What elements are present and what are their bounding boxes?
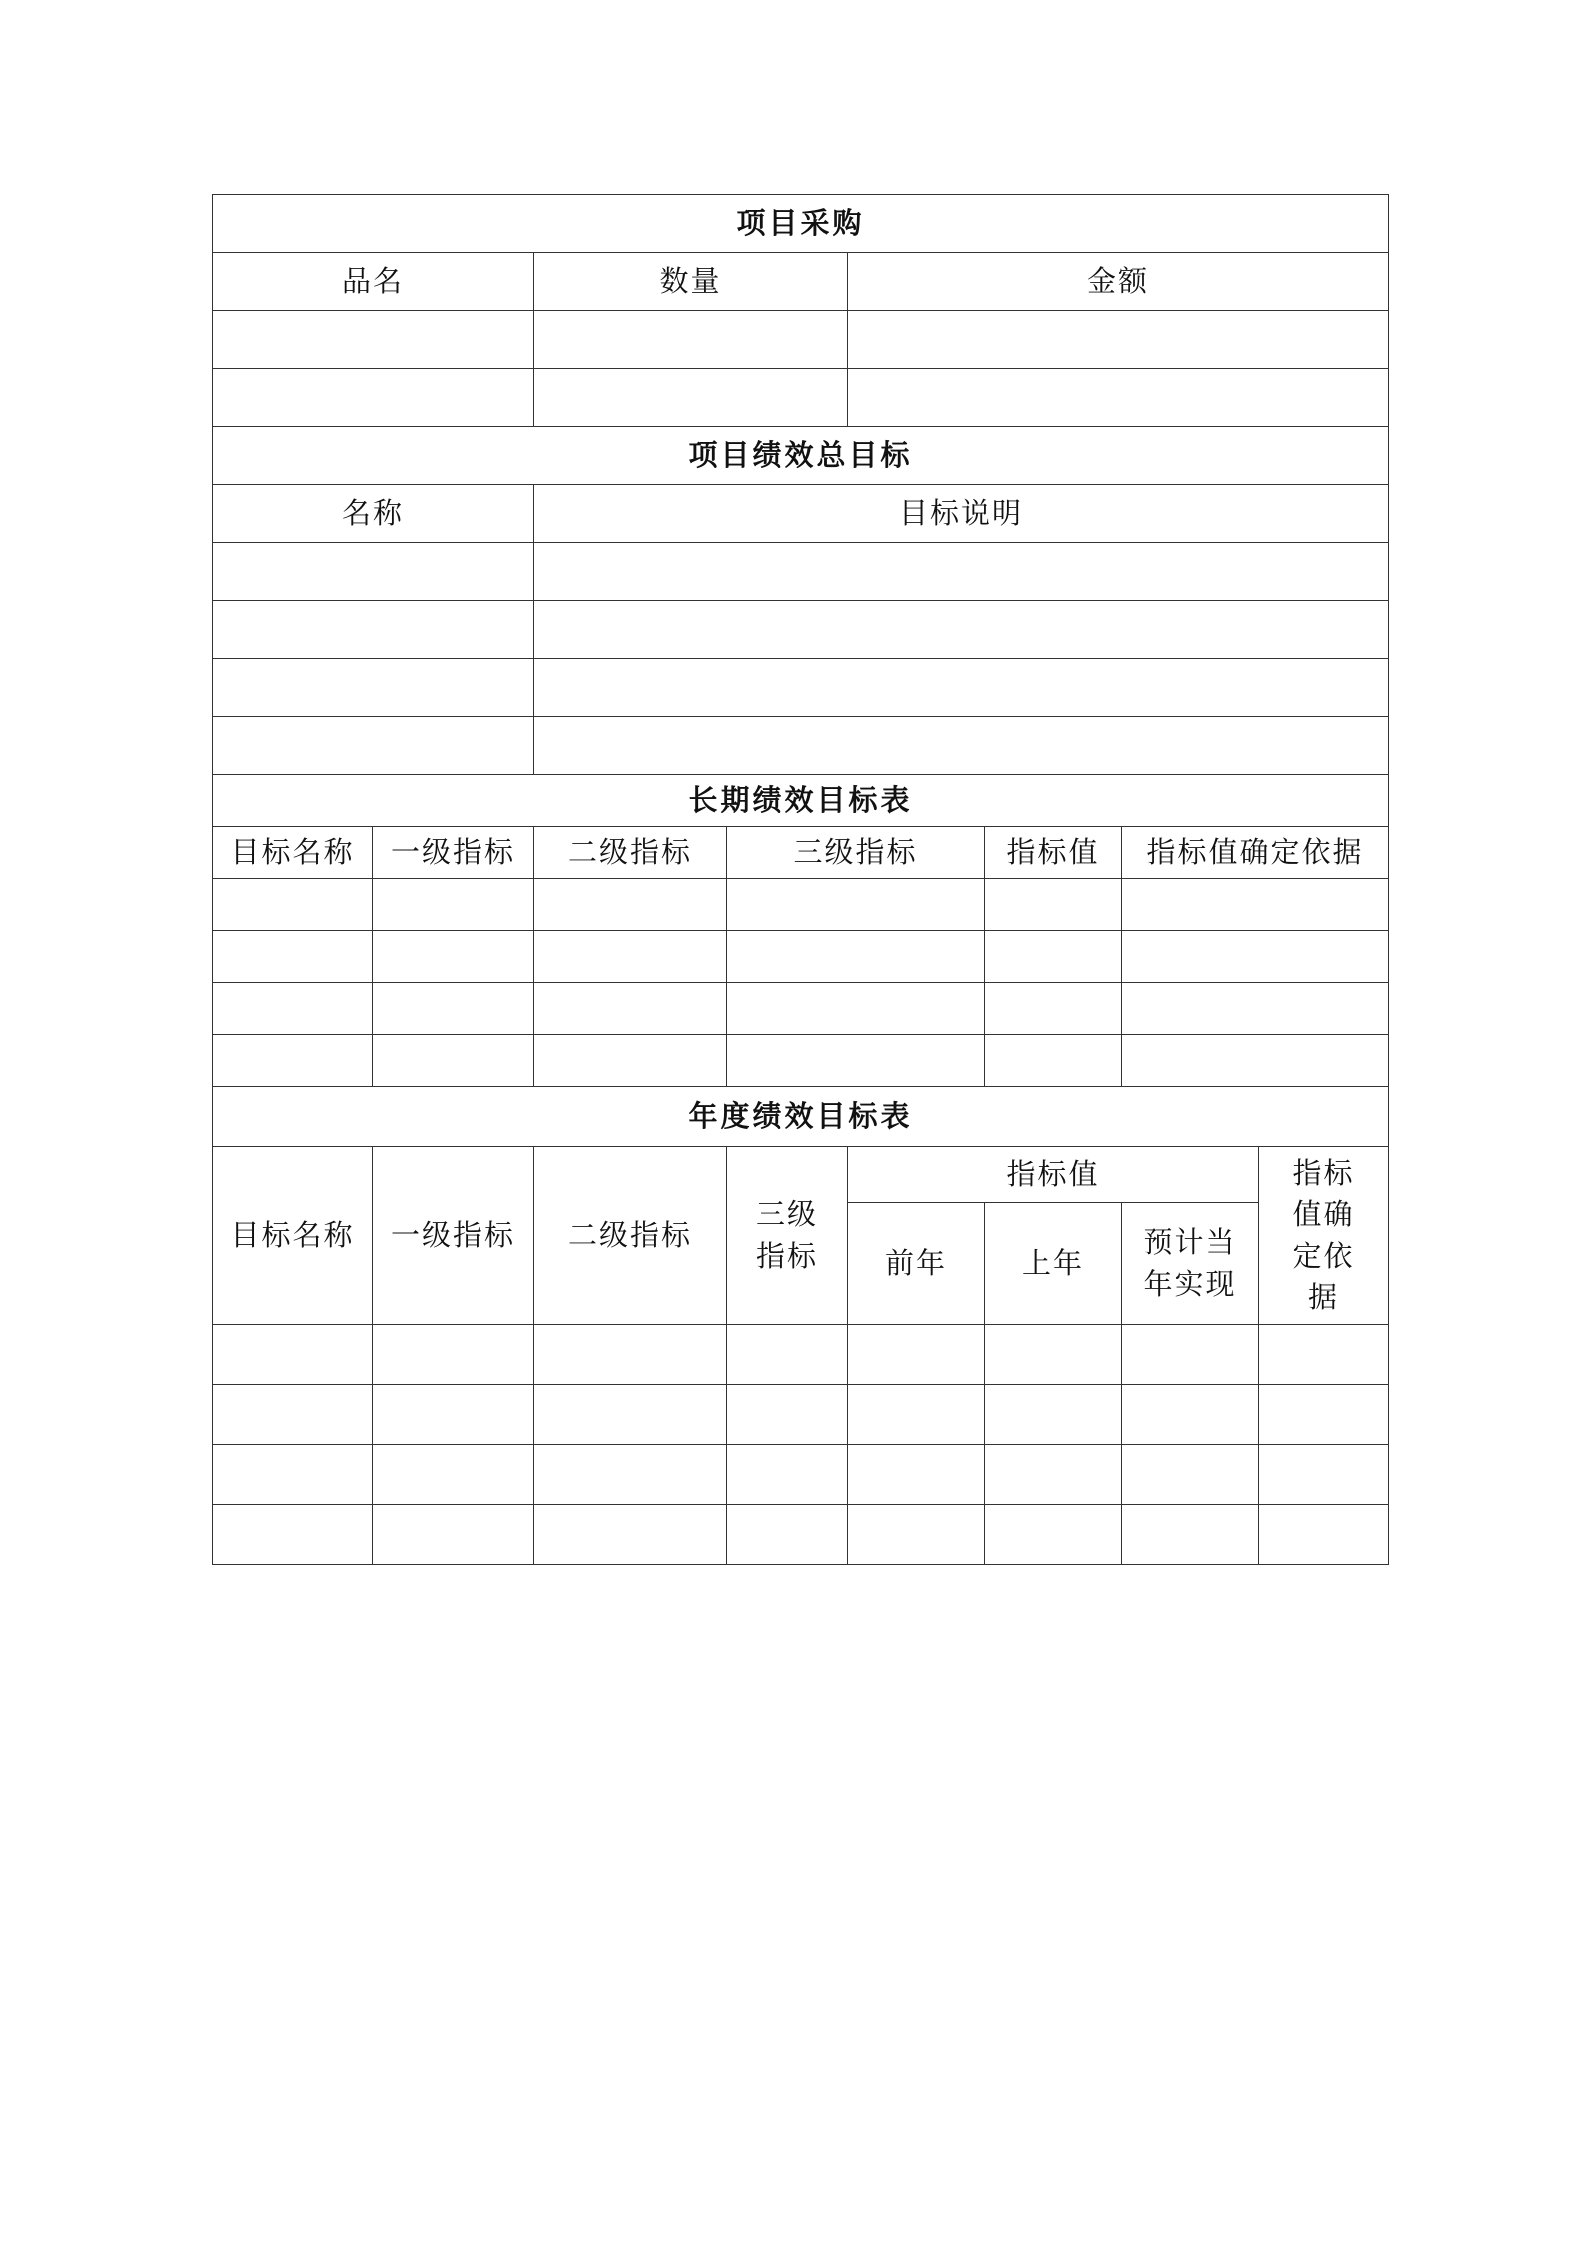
cell-level3-indicator[interactable]	[727, 1505, 848, 1565]
header-target-name: 目标名称	[213, 827, 373, 879]
cell-level2-indicator[interactable]	[534, 1505, 727, 1565]
header-last-year: 上年	[985, 1203, 1122, 1325]
header-indicator-basis: 指标值确定依据	[1122, 827, 1389, 879]
header-expected-current-text: 预计当年实现	[1143, 1225, 1237, 1301]
cell-level1-indicator[interactable]	[373, 1325, 534, 1385]
header-level1-indicator: 一级指标	[373, 1147, 534, 1325]
annual-row	[213, 1505, 1389, 1565]
cell-last-year[interactable]	[985, 1505, 1122, 1565]
cell-level2-indicator[interactable]	[534, 879, 727, 931]
cell-indicator-basis[interactable]	[1122, 1035, 1389, 1087]
cell-expected-current[interactable]	[1122, 1445, 1259, 1505]
overall-goal-row	[213, 601, 1389, 659]
procurement-row	[213, 369, 1389, 427]
cell-prev-year[interactable]	[848, 1505, 985, 1565]
cell-level3-indicator[interactable]	[727, 1385, 848, 1445]
annual-row	[213, 1445, 1389, 1505]
annual-title: 年度绩效目标表	[213, 1087, 1389, 1147]
cell-target-name[interactable]	[213, 1505, 373, 1565]
long-term-row	[213, 1035, 1389, 1087]
annual-row	[213, 1325, 1389, 1385]
long-term-title-row	[213, 775, 1389, 827]
long-term-row	[213, 879, 1389, 931]
cell-prev-year[interactable]	[848, 1385, 985, 1445]
cell-indicator-basis[interactable]	[1259, 1385, 1389, 1445]
cell-level1-indicator[interactable]	[373, 1505, 534, 1565]
cell-level2-indicator[interactable]	[534, 1445, 727, 1505]
header-level1-indicator: 一级指标	[373, 827, 534, 879]
cell-level2-indicator[interactable]	[534, 983, 727, 1035]
cell-level3-indicator[interactable]	[727, 931, 985, 983]
cell-item-name[interactable]	[213, 369, 534, 427]
cell-level3-indicator[interactable]	[727, 1035, 985, 1087]
cell-quantity[interactable]	[534, 311, 848, 369]
cell-amount[interactable]	[848, 369, 1389, 427]
cell-indicator-basis[interactable]	[1259, 1445, 1389, 1505]
annual-header-row-1	[213, 1147, 1389, 1203]
cell-goal-description[interactable]	[534, 659, 1389, 717]
cell-indicator-basis[interactable]	[1122, 879, 1389, 931]
cell-level2-indicator[interactable]	[534, 1385, 727, 1445]
header-indicator-value: 指标值	[848, 1147, 1259, 1203]
cell-target-name[interactable]	[213, 931, 373, 983]
cell-target-name[interactable]	[213, 879, 373, 931]
long-term-title: 长期绩效目标表	[213, 775, 1389, 827]
cell-target-name[interactable]	[213, 1385, 373, 1445]
cell-level3-indicator[interactable]	[727, 879, 985, 931]
header-goal-description: 目标说明	[534, 485, 1389, 543]
cell-prev-year[interactable]	[848, 1445, 985, 1505]
cell-name[interactable]	[213, 543, 534, 601]
procurement-row	[213, 311, 1389, 369]
cell-expected-current[interactable]	[1122, 1325, 1259, 1385]
cell-level1-indicator[interactable]	[373, 1385, 534, 1445]
overall-goal-header-row	[213, 485, 1389, 543]
header-level2-indicator: 二级指标	[534, 827, 727, 879]
cell-quantity[interactable]	[534, 369, 848, 427]
cell-indicator-value[interactable]	[985, 983, 1122, 1035]
cell-level3-indicator[interactable]	[727, 1445, 848, 1505]
header-level3-text: 三级指标	[756, 1197, 819, 1273]
cell-level2-indicator[interactable]	[534, 931, 727, 983]
header-target-name: 目标名称	[213, 1147, 373, 1325]
cell-goal-description[interactable]	[534, 601, 1389, 659]
cell-target-name[interactable]	[213, 1445, 373, 1505]
header-expected-current	[1122, 1203, 1259, 1325]
cell-level2-indicator[interactable]	[534, 1035, 727, 1087]
cell-level3-indicator[interactable]	[727, 1325, 848, 1385]
cell-target-name[interactable]	[213, 1325, 373, 1385]
cell-indicator-basis[interactable]	[1259, 1505, 1389, 1565]
annual-title-row	[213, 1087, 1389, 1147]
header-indicator-basis	[1259, 1147, 1389, 1325]
header-name: 名称	[213, 485, 534, 543]
cell-target-name[interactable]	[213, 1035, 373, 1087]
long-term-header-row	[213, 827, 1389, 879]
cell-expected-current[interactable]	[1122, 1505, 1259, 1565]
cell-last-year[interactable]	[985, 1445, 1122, 1505]
header-level3-indicator: 三级指标	[727, 827, 985, 879]
cell-target-name[interactable]	[213, 983, 373, 1035]
cell-goal-description[interactable]	[534, 543, 1389, 601]
cell-level2-indicator[interactable]	[534, 1325, 727, 1385]
cell-indicator-value[interactable]	[985, 931, 1122, 983]
cell-indicator-basis[interactable]	[1259, 1325, 1389, 1385]
header-amount: 金额	[848, 253, 1389, 311]
header-level2-indicator: 二级指标	[534, 1147, 727, 1325]
cell-goal-description[interactable]	[534, 717, 1389, 775]
procurement-title-row	[213, 195, 1389, 253]
cell-indicator-basis[interactable]	[1122, 931, 1389, 983]
cell-level1-indicator[interactable]	[373, 1035, 534, 1087]
header-indicator-value: 指标值	[985, 827, 1122, 879]
overall-goal-title: 项目绩效总目标	[213, 427, 1389, 485]
overall-goal-row	[213, 717, 1389, 775]
long-term-row	[213, 983, 1389, 1035]
cell-name[interactable]	[213, 717, 534, 775]
header-indicator-basis-text: 指标值确定依据	[1292, 1156, 1355, 1314]
cell-name[interactable]	[213, 659, 534, 717]
overall-goal-title-row	[213, 427, 1389, 485]
cell-indicator-basis[interactable]	[1122, 983, 1389, 1035]
cell-level1-indicator[interactable]	[373, 879, 534, 931]
header-prev-year: 前年	[848, 1203, 985, 1325]
overall-goal-row	[213, 659, 1389, 717]
cell-amount[interactable]	[848, 311, 1389, 369]
annual-row	[213, 1385, 1389, 1445]
long-term-row	[213, 931, 1389, 983]
cell-level1-indicator[interactable]	[373, 983, 534, 1035]
cell-indicator-value[interactable]	[985, 1035, 1122, 1087]
cell-last-year[interactable]	[985, 1325, 1122, 1385]
overall-goal-row	[213, 543, 1389, 601]
procurement-title: 项目采购	[213, 195, 1389, 253]
cell-prev-year[interactable]	[848, 1325, 985, 1385]
cell-last-year[interactable]	[985, 1385, 1122, 1445]
cell-level1-indicator[interactable]	[373, 1445, 534, 1505]
cell-expected-current[interactable]	[1122, 1385, 1259, 1445]
header-item-name: 品名	[213, 253, 534, 311]
cell-level3-indicator[interactable]	[727, 983, 985, 1035]
cell-indicator-value[interactable]	[985, 879, 1122, 931]
cell-level1-indicator[interactable]	[373, 931, 534, 983]
performance-goal-form	[212, 194, 1389, 1565]
procurement-header-row	[213, 253, 1389, 311]
cell-item-name[interactable]	[213, 311, 534, 369]
header-quantity: 数量	[534, 253, 848, 311]
cell-name[interactable]	[213, 601, 534, 659]
header-level3-indicator	[727, 1147, 848, 1325]
